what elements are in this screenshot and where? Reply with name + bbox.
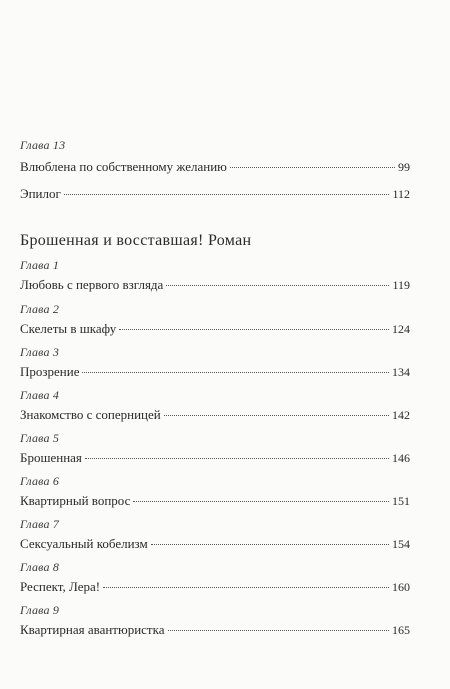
toc-entry-page: 124 xyxy=(392,322,410,336)
toc-entry-title: Знакомство с соперницей xyxy=(20,407,161,422)
toc-entry-title: Сексуальный кобелизм xyxy=(20,536,148,551)
toc-entry-title: Скелеты в шкафу xyxy=(20,321,117,336)
toc-entry[interactable] xyxy=(20,622,410,638)
toc-entry-page: 142 xyxy=(392,408,410,422)
toc-entry-title: Респект, Лера! xyxy=(20,579,101,594)
toc-entry-title: Влюблена по собственному желанию xyxy=(20,159,227,174)
toc-entry-page: 151 xyxy=(392,494,410,508)
chapter-label: Глава 3 xyxy=(20,345,60,359)
leader-dots xyxy=(133,501,389,502)
leader-dots xyxy=(119,329,389,330)
chapter-label: Глава 1 xyxy=(20,258,60,272)
section-title: Брошенная и восставшая! Роман xyxy=(20,232,252,249)
toc-entry-title: Эпилог xyxy=(20,186,61,201)
toc-entry-page: 160 xyxy=(392,580,410,594)
toc-entry[interactable] xyxy=(20,321,410,337)
leader-dots xyxy=(168,630,390,631)
toc-entry[interactable] xyxy=(20,536,410,552)
toc-entry-page: 146 xyxy=(392,451,410,465)
chapter-label: Глава 8 xyxy=(20,560,60,574)
toc-entry-page: 99 xyxy=(398,160,410,174)
toc-entry[interactable] xyxy=(20,450,410,466)
toc-entry[interactable] xyxy=(20,186,410,202)
toc-entry-page: 134 xyxy=(392,365,410,379)
chapter-label: Глава 9 xyxy=(20,603,60,617)
toc-entry-page: 165 xyxy=(392,623,410,637)
chapter-label: Глава 13 xyxy=(20,138,66,152)
chapter-label: Глава 4 xyxy=(20,388,60,402)
toc-entry-title: Прозрение xyxy=(20,364,80,379)
toc-entry-title: Квартирный вопрос xyxy=(20,493,131,508)
toc-entry[interactable] xyxy=(20,407,410,423)
chapter-label: Глава 7 xyxy=(20,517,60,531)
leader-dots xyxy=(85,458,389,459)
toc-entry-page: 154 xyxy=(392,537,410,551)
leader-dots xyxy=(166,285,389,286)
toc-entry-title: Квартирная авантюристка xyxy=(20,622,165,637)
leader-dots xyxy=(164,415,389,416)
leader-dots xyxy=(230,167,395,168)
chapter-label: Глава 2 xyxy=(20,302,60,316)
toc-entry-page: 119 xyxy=(392,278,410,292)
leader-dots xyxy=(82,372,389,373)
toc-entry[interactable] xyxy=(20,159,410,175)
leader-dots xyxy=(151,544,389,545)
toc-entry[interactable] xyxy=(20,364,410,380)
chapter-label: Глава 6 xyxy=(20,474,60,488)
chapter-label: Глава 5 xyxy=(20,431,60,445)
toc-entry-page: 112 xyxy=(392,187,410,201)
toc-entry[interactable] xyxy=(20,493,410,509)
toc-entry-title: Брошенная xyxy=(20,450,82,465)
toc-entry[interactable] xyxy=(20,579,410,595)
leader-dots xyxy=(103,587,389,588)
leader-dots xyxy=(64,194,390,195)
toc-entry[interactable] xyxy=(20,277,410,293)
toc-entry-title: Любовь с первого взгляда xyxy=(20,277,164,292)
